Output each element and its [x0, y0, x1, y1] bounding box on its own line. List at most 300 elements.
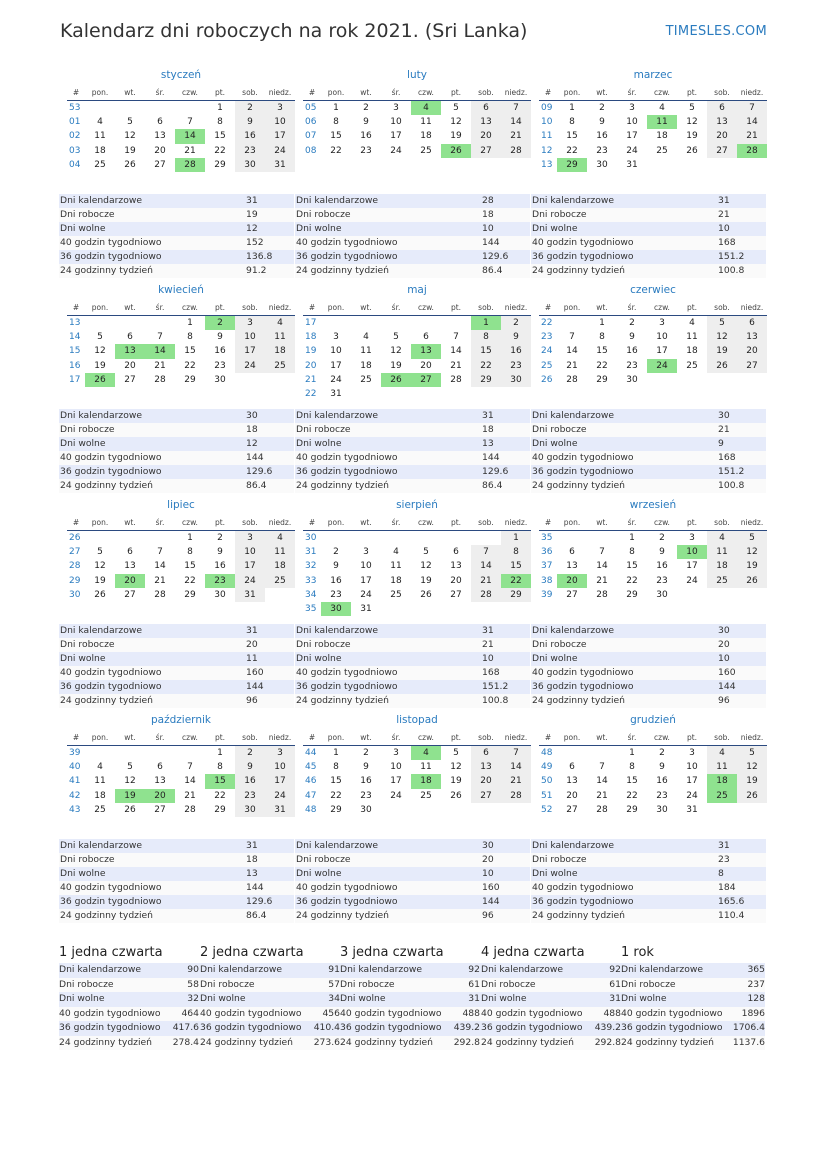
day-cell[interactable]: 13	[450, 561, 462, 572]
day-cell[interactable]: 6	[707, 101, 737, 115]
day-cell[interactable]: 16	[656, 776, 668, 787]
day-cell[interactable]: 19	[94, 360, 106, 371]
holiday-day[interactable]: 23	[205, 574, 235, 588]
day-cell[interactable]: 3	[235, 316, 265, 330]
day-cell[interactable]: 8	[629, 762, 635, 773]
day-cell[interactable]: 10	[626, 117, 638, 128]
day-cell[interactable]: 26	[737, 789, 767, 803]
day-cell[interactable]: 1	[599, 318, 605, 328]
day-cell[interactable]: 14	[596, 561, 608, 572]
holiday-day[interactable]: 30	[321, 602, 351, 616]
day-cell[interactable]: 7	[501, 101, 531, 115]
day-cell[interactable]: 28	[450, 374, 462, 385]
day-cell[interactable]: 27	[707, 144, 737, 158]
day-cell[interactable]: 27	[566, 804, 578, 815]
day-cell[interactable]: 19	[707, 344, 737, 358]
day-cell[interactable]: 11	[265, 545, 295, 559]
holiday-day[interactable]: 10	[677, 545, 707, 559]
day-cell[interactable]: 6	[127, 332, 133, 343]
day-cell[interactable]: 29	[184, 374, 196, 385]
holiday-day[interactable]: 26	[441, 144, 471, 158]
day-cell[interactable]: 21	[596, 575, 608, 586]
day-cell[interactable]: 10	[235, 545, 265, 559]
day-cell[interactable]: 18	[94, 145, 106, 156]
day-cell[interactable]: 30	[596, 159, 608, 170]
day-cell[interactable]: 10	[656, 332, 668, 343]
day-cell[interactable]: 12	[94, 561, 106, 572]
day-cell[interactable]: 22	[596, 360, 608, 371]
day-cell[interactable]: 28	[154, 374, 166, 385]
day-cell[interactable]: 10	[360, 561, 372, 572]
day-cell[interactable]: 13	[154, 776, 166, 787]
holiday-day[interactable]: 15	[205, 774, 235, 788]
day-cell[interactable]: 20	[707, 129, 737, 143]
day-cell[interactable]: 15	[214, 131, 226, 142]
day-cell[interactable]: 18	[686, 346, 698, 357]
day-cell[interactable]: 6	[157, 762, 163, 773]
day-cell[interactable]: 22	[214, 145, 226, 156]
day-cell[interactable]: 14	[471, 559, 501, 573]
holiday-day[interactable]: 4	[411, 101, 441, 115]
day-cell[interactable]: 19	[450, 776, 462, 787]
day-cell[interactable]: 16	[214, 346, 226, 357]
day-cell[interactable]: 23	[360, 145, 372, 156]
day-cell[interactable]: 9	[363, 117, 369, 128]
day-cell[interactable]: 23	[235, 789, 265, 803]
day-cell[interactable]: 14	[566, 346, 578, 357]
day-cell[interactable]: 22	[471, 359, 501, 373]
day-cell[interactable]: 5	[97, 547, 103, 558]
day-cell[interactable]: 6	[737, 316, 767, 330]
day-cell[interactable]: 28	[596, 589, 608, 600]
day-cell[interactable]: 17	[626, 131, 638, 142]
day-cell[interactable]: 21	[154, 575, 166, 586]
day-cell[interactable]: 12	[420, 561, 432, 572]
day-cell[interactable]: 21	[596, 790, 608, 801]
day-cell[interactable]: 29	[214, 159, 226, 170]
day-cell[interactable]: 25	[707, 574, 737, 588]
day-cell[interactable]: 19	[94, 575, 106, 586]
day-cell[interactable]: 30	[235, 803, 265, 817]
day-cell[interactable]: 9	[235, 760, 265, 774]
day-cell[interactable]: 6	[157, 117, 163, 128]
day-cell[interactable]: 7	[599, 762, 605, 773]
day-cell[interactable]: 1	[187, 318, 193, 328]
day-cell[interactable]: 13	[566, 561, 578, 572]
day-cell[interactable]: 9	[235, 115, 265, 129]
day-cell[interactable]: 12	[737, 760, 767, 774]
day-cell[interactable]: 1	[217, 748, 223, 758]
day-cell[interactable]: 12	[124, 131, 136, 142]
day-cell[interactable]: 4	[97, 117, 103, 128]
day-cell[interactable]: 7	[599, 547, 605, 558]
day-cell[interactable]: 20	[420, 360, 432, 371]
day-cell[interactable]: 30	[360, 804, 372, 815]
day-cell[interactable]: 23	[360, 790, 372, 801]
holiday-day[interactable]: 28	[175, 158, 205, 172]
day-cell[interactable]: 1	[501, 531, 531, 545]
day-cell[interactable]: 20	[471, 774, 501, 788]
day-cell[interactable]: 6	[453, 547, 459, 558]
day-cell[interactable]: 1	[629, 533, 635, 543]
day-cell[interactable]: 11	[94, 131, 106, 142]
day-cell[interactable]: 3	[393, 103, 399, 113]
holiday-day[interactable]: 22	[501, 574, 531, 588]
day-cell[interactable]: 30	[626, 374, 638, 385]
holiday-day[interactable]: 20	[115, 574, 145, 588]
day-cell[interactable]: 9	[333, 561, 339, 572]
day-cell[interactable]: 5	[453, 748, 459, 758]
day-cell[interactable]: 31	[686, 804, 698, 815]
day-cell[interactable]: 31	[235, 588, 265, 602]
day-cell[interactable]: 24	[686, 790, 698, 801]
day-cell[interactable]: 20	[471, 129, 501, 143]
day-cell[interactable]: 15	[596, 346, 608, 357]
day-cell[interactable]: 17	[330, 360, 342, 371]
day-cell[interactable]: 28	[154, 589, 166, 600]
day-cell[interactable]: 14	[501, 115, 531, 129]
day-cell[interactable]: 2	[599, 103, 605, 113]
day-cell[interactable]: 9	[659, 547, 665, 558]
holiday-day[interactable]: 26	[381, 373, 411, 387]
day-cell[interactable]: 1	[333, 748, 339, 758]
day-cell[interactable]: 17	[360, 575, 372, 586]
day-cell[interactable]: 19	[686, 131, 698, 142]
day-cell[interactable]: 4	[689, 318, 695, 328]
day-cell[interactable]: 26	[124, 159, 136, 170]
day-cell[interactable]: 3	[659, 318, 665, 328]
day-cell[interactable]: 6	[471, 101, 501, 115]
day-cell[interactable]: 12	[94, 346, 106, 357]
holiday-day[interactable]: 14	[175, 129, 205, 143]
day-cell[interactable]: 3	[363, 547, 369, 558]
day-cell[interactable]: 12	[450, 117, 462, 128]
day-cell[interactable]: 26	[737, 574, 767, 588]
day-cell[interactable]: 17	[390, 776, 402, 787]
day-cell[interactable]: 18	[656, 131, 668, 142]
day-cell[interactable]: 10	[235, 330, 265, 344]
day-cell[interactable]: 15	[184, 346, 196, 357]
day-cell[interactable]: 12	[124, 776, 136, 787]
day-cell[interactable]: 21	[450, 360, 462, 371]
day-cell[interactable]: 13	[124, 561, 136, 572]
day-cell[interactable]: 2	[235, 746, 265, 760]
day-cell[interactable]: 21	[471, 574, 501, 588]
day-cell[interactable]: 13	[566, 776, 578, 787]
day-cell[interactable]: 24	[235, 359, 265, 373]
day-cell[interactable]: 16	[626, 346, 638, 357]
day-cell[interactable]: 28	[184, 804, 196, 815]
day-cell[interactable]: 12	[450, 762, 462, 773]
day-cell[interactable]: 10	[330, 346, 342, 357]
holiday-day[interactable]: 19	[115, 789, 145, 803]
day-cell[interactable]: 2	[629, 318, 635, 328]
day-cell[interactable]: 23	[214, 360, 226, 371]
day-cell[interactable]: 3	[333, 332, 339, 343]
day-cell[interactable]: 16	[596, 131, 608, 142]
day-cell[interactable]: 30	[501, 373, 531, 387]
day-cell[interactable]: 24	[360, 589, 372, 600]
day-cell[interactable]: 5	[737, 531, 767, 545]
holiday-day[interactable]: 11	[647, 115, 677, 129]
day-cell[interactable]: 25	[420, 145, 432, 156]
day-cell[interactable]: 15	[330, 776, 342, 787]
day-cell[interactable]: 27	[471, 144, 501, 158]
day-cell[interactable]: 17	[265, 774, 295, 788]
day-cell[interactable]: 29	[596, 374, 608, 385]
day-cell[interactable]: 7	[501, 746, 531, 760]
day-cell[interactable]: 25	[265, 574, 295, 588]
day-cell[interactable]: 9	[629, 332, 635, 343]
day-cell[interactable]: 9	[217, 332, 223, 343]
holiday-day[interactable]: 14	[145, 344, 175, 358]
day-cell[interactable]: 15	[566, 131, 578, 142]
holiday-day[interactable]: 13	[115, 344, 145, 358]
day-cell[interactable]: 11	[686, 332, 698, 343]
day-cell[interactable]: 1	[333, 103, 339, 113]
day-cell[interactable]: 11	[420, 762, 432, 773]
day-cell[interactable]: 21	[184, 145, 196, 156]
day-cell[interactable]: 7	[471, 545, 501, 559]
day-cell[interactable]: 8	[333, 117, 339, 128]
holiday-day[interactable]: 20	[145, 789, 175, 803]
day-cell[interactable]: 20	[566, 790, 578, 801]
day-cell[interactable]: 4	[265, 531, 295, 545]
day-cell[interactable]: 3	[689, 748, 695, 758]
day-cell[interactable]: 23	[626, 360, 638, 371]
day-cell[interactable]: 28	[596, 804, 608, 815]
day-cell[interactable]: 23	[656, 790, 668, 801]
day-cell[interactable]: 10	[265, 115, 295, 129]
day-cell[interactable]: 13	[737, 330, 767, 344]
day-cell[interactable]: 19	[450, 131, 462, 142]
day-cell[interactable]: 2	[659, 748, 665, 758]
day-cell[interactable]: 29	[184, 589, 196, 600]
day-cell[interactable]: 23	[235, 144, 265, 158]
day-cell[interactable]: 31	[330, 388, 342, 399]
day-cell[interactable]: 24	[626, 145, 638, 156]
holiday-day[interactable]: 27	[411, 373, 441, 387]
day-cell[interactable]: 27	[450, 589, 462, 600]
day-cell[interactable]: 28	[501, 789, 531, 803]
day-cell[interactable]: 25	[94, 804, 106, 815]
day-cell[interactable]: 12	[390, 346, 402, 357]
day-cell[interactable]: 22	[566, 145, 578, 156]
holiday-day[interactable]: 18	[411, 774, 441, 788]
day-cell[interactable]: 30	[214, 374, 226, 385]
day-cell[interactable]: 29	[214, 804, 226, 815]
day-cell[interactable]: 22	[626, 790, 638, 801]
day-cell[interactable]: 8	[333, 762, 339, 773]
day-cell[interactable]: 2	[217, 533, 223, 543]
day-cell[interactable]: 19	[737, 559, 767, 573]
day-cell[interactable]: 29	[626, 804, 638, 815]
day-cell[interactable]: 14	[154, 561, 166, 572]
day-cell[interactable]: 18	[265, 559, 295, 573]
brand-logo[interactable]: TIMESLES.COM	[665, 24, 767, 39]
day-cell[interactable]: 17	[686, 561, 698, 572]
day-cell[interactable]: 8	[217, 117, 223, 128]
day-cell[interactable]: 25	[390, 589, 402, 600]
day-cell[interactable]: 24	[686, 575, 698, 586]
day-cell[interactable]: 17	[390, 131, 402, 142]
day-cell[interactable]: 6	[423, 332, 429, 343]
day-cell[interactable]: 25	[360, 374, 372, 385]
day-cell[interactable]: 7	[187, 117, 193, 128]
day-cell[interactable]: 20	[737, 344, 767, 358]
day-cell[interactable]: 8	[501, 545, 531, 559]
day-cell[interactable]: 17	[235, 344, 265, 358]
day-cell[interactable]: 16	[214, 561, 226, 572]
day-cell[interactable]: 29	[626, 589, 638, 600]
day-cell[interactable]: 14	[184, 776, 196, 787]
day-cell[interactable]: 26	[450, 790, 462, 801]
day-cell[interactable]: 3	[393, 748, 399, 758]
day-cell[interactable]: 27	[471, 789, 501, 803]
day-cell[interactable]: 15	[184, 561, 196, 572]
day-cell[interactable]: 4	[265, 316, 295, 330]
day-cell[interactable]: 4	[393, 547, 399, 558]
day-cell[interactable]: 31	[626, 159, 638, 170]
day-cell[interactable]: 22	[626, 575, 638, 586]
day-cell[interactable]: 7	[453, 332, 459, 343]
day-cell[interactable]: 9	[363, 762, 369, 773]
day-cell[interactable]: 25	[94, 159, 106, 170]
day-cell[interactable]: 29	[471, 373, 501, 387]
day-cell[interactable]: 10	[390, 117, 402, 128]
day-cell[interactable]: 14	[501, 760, 531, 774]
day-cell[interactable]: 12	[707, 330, 737, 344]
day-cell[interactable]: 31	[265, 803, 295, 817]
day-cell[interactable]: 19	[390, 360, 402, 371]
day-cell[interactable]: 10	[265, 760, 295, 774]
day-cell[interactable]: 9	[217, 547, 223, 558]
day-cell[interactable]: 6	[569, 762, 575, 773]
day-cell[interactable]: 6	[471, 746, 501, 760]
holiday-day[interactable]: 1	[471, 316, 501, 330]
day-cell[interactable]: 3	[689, 533, 695, 543]
day-cell[interactable]: 22	[184, 575, 196, 586]
day-cell[interactable]: 26	[686, 145, 698, 156]
day-cell[interactable]: 18	[390, 575, 402, 586]
day-cell[interactable]: 14	[596, 776, 608, 787]
holiday-day[interactable]: 4	[411, 746, 441, 760]
holiday-day[interactable]: 28	[737, 144, 767, 158]
day-cell[interactable]: 29	[330, 804, 342, 815]
day-cell[interactable]: 15	[626, 561, 638, 572]
day-cell[interactable]: 26	[707, 359, 737, 373]
day-cell[interactable]: 22	[214, 790, 226, 801]
day-cell[interactable]: 3	[235, 531, 265, 545]
day-cell[interactable]: 31	[265, 158, 295, 172]
day-cell[interactable]: 16	[360, 776, 372, 787]
day-cell[interactable]: 6	[569, 547, 575, 558]
day-cell[interactable]: 27	[154, 804, 166, 815]
day-cell[interactable]: 2	[363, 103, 369, 113]
day-cell[interactable]: 19	[124, 145, 136, 156]
day-cell[interactable]: 8	[217, 762, 223, 773]
day-cell[interactable]: 28	[566, 374, 578, 385]
day-cell[interactable]: 1	[187, 533, 193, 543]
day-cell[interactable]: 4	[659, 103, 665, 113]
holiday-day[interactable]: 24	[647, 359, 677, 373]
day-cell[interactable]: 22	[330, 790, 342, 801]
day-cell[interactable]: 22	[184, 360, 196, 371]
day-cell[interactable]: 23	[330, 589, 342, 600]
day-cell[interactable]: 11	[420, 117, 432, 128]
day-cell[interactable]: 21	[501, 129, 531, 143]
day-cell[interactable]: 1	[629, 748, 635, 758]
day-cell[interactable]: 22	[330, 145, 342, 156]
day-cell[interactable]: 11	[360, 346, 372, 357]
day-cell[interactable]: 10	[686, 762, 698, 773]
day-cell[interactable]: 15	[471, 344, 501, 358]
day-cell[interactable]: 23	[596, 145, 608, 156]
day-cell[interactable]: 5	[453, 103, 459, 113]
day-cell[interactable]: 10	[390, 762, 402, 773]
day-cell[interactable]: 17	[656, 346, 668, 357]
day-cell[interactable]: 18	[360, 360, 372, 371]
day-cell[interactable]: 25	[265, 359, 295, 373]
day-cell[interactable]: 11	[265, 330, 295, 344]
day-cell[interactable]: 8	[187, 332, 193, 343]
day-cell[interactable]: 8	[629, 547, 635, 558]
day-cell[interactable]: 18	[707, 559, 737, 573]
day-cell[interactable]: 17	[686, 776, 698, 787]
day-cell[interactable]: 11	[707, 760, 737, 774]
day-cell[interactable]: 21	[737, 129, 767, 143]
day-cell[interactable]: 18	[94, 790, 106, 801]
holiday-day[interactable]: 20	[557, 574, 587, 588]
day-cell[interactable]: 28	[471, 588, 501, 602]
day-cell[interactable]: 19	[737, 774, 767, 788]
day-cell[interactable]: 14	[737, 115, 767, 129]
day-cell[interactable]: 12	[686, 117, 698, 128]
day-cell[interactable]: 21	[501, 774, 531, 788]
day-cell[interactable]: 7	[157, 547, 163, 558]
day-cell[interactable]: 21	[184, 790, 196, 801]
day-cell[interactable]: 24	[390, 790, 402, 801]
holiday-day[interactable]: 2	[205, 316, 235, 330]
day-cell[interactable]: 4	[707, 746, 737, 760]
holiday-day[interactable]: 25	[707, 789, 737, 803]
day-cell[interactable]: 1	[569, 103, 575, 113]
day-cell[interactable]: 15	[626, 776, 638, 787]
day-cell[interactable]: 13	[707, 115, 737, 129]
day-cell[interactable]: 11	[390, 561, 402, 572]
day-cell[interactable]: 16	[656, 561, 668, 572]
day-cell[interactable]: 4	[97, 762, 103, 773]
day-cell[interactable]: 23	[501, 359, 531, 373]
day-cell[interactable]: 13	[471, 115, 501, 129]
day-cell[interactable]: 27	[737, 359, 767, 373]
day-cell[interactable]: 27	[124, 374, 136, 385]
day-cell[interactable]: 16	[330, 575, 342, 586]
day-cell[interactable]: 8	[569, 117, 575, 128]
day-cell[interactable]: 9	[659, 762, 665, 773]
day-cell[interactable]: 25	[656, 145, 668, 156]
day-cell[interactable]: 24	[330, 374, 342, 385]
day-cell[interactable]: 21	[154, 360, 166, 371]
day-cell[interactable]: 16	[501, 344, 531, 358]
day-cell[interactable]: 18	[420, 131, 432, 142]
day-cell[interactable]: 17	[265, 129, 295, 143]
day-cell[interactable]: 8	[599, 332, 605, 343]
day-cell[interactable]: 18	[265, 344, 295, 358]
holiday-day[interactable]: 18	[707, 774, 737, 788]
day-cell[interactable]: 2	[659, 533, 665, 543]
holiday-day[interactable]: 13	[411, 344, 441, 358]
